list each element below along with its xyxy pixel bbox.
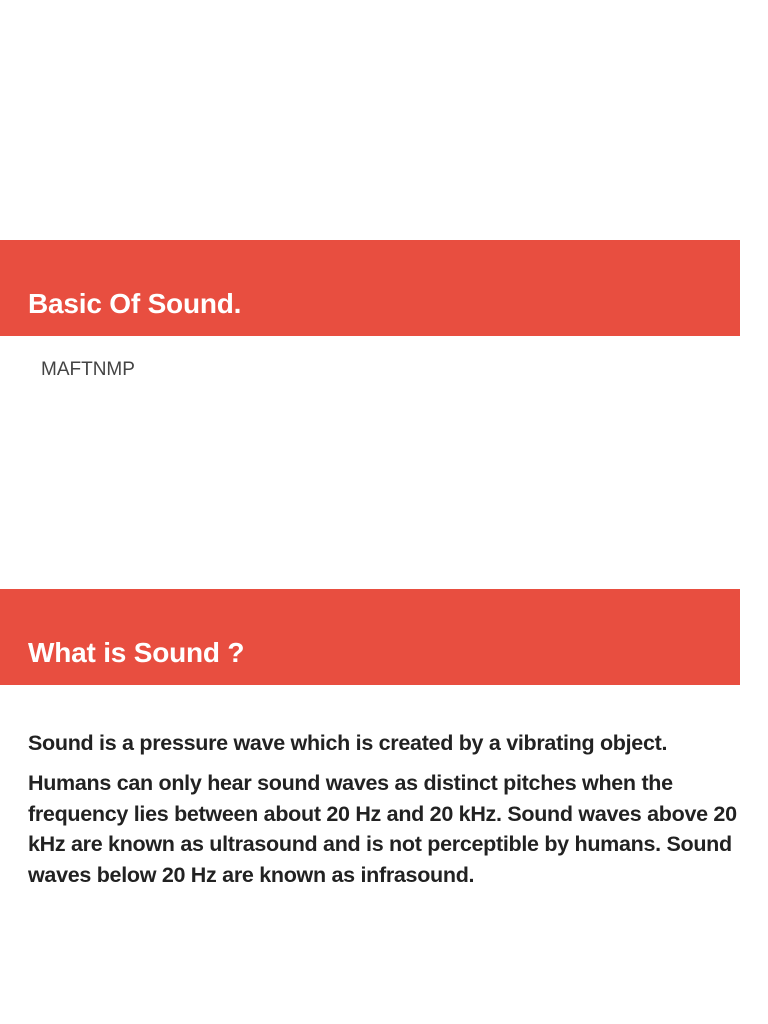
title-banner [0, 240, 740, 336]
body-paragraph-2: Humans can only hear sound waves as distinct pitches when the frequency lies between about 20 Hz and 20 kHz. Sound waves above 20 kHz are known as ultrasound and is not perceptible by humans. Sound waves below 20 Hz are known as infrasound. [28, 771, 737, 887]
author-name: MAFTNMP [41, 359, 135, 380]
body-paragraph-1: Sound is a pressure wave which is created by a vibrating object. [28, 731, 668, 755]
section-banner [0, 589, 740, 685]
section-heading: What is Sound ? [28, 637, 245, 668]
document-title: Basic Of Sound. [28, 288, 242, 319]
